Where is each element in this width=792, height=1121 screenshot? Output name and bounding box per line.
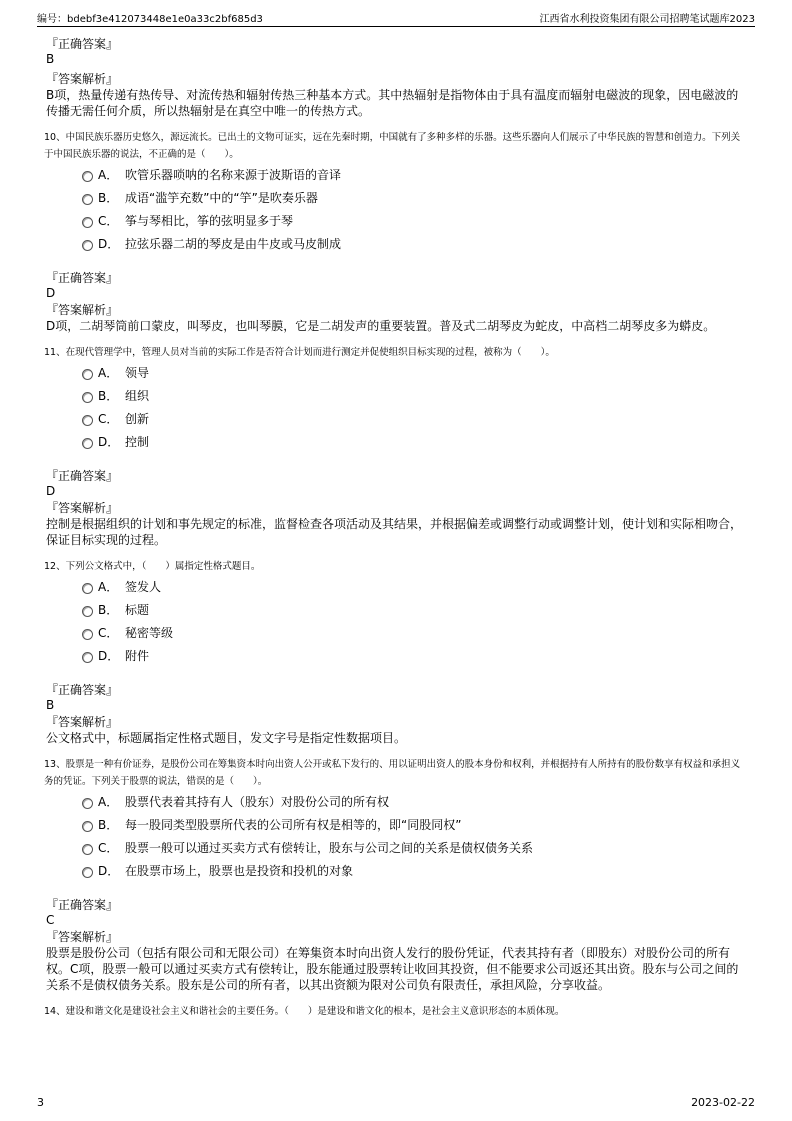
explanation-label: 『答案解析』 — [46, 715, 119, 729]
option-d[interactable] — [82, 648, 746, 671]
answer-value: B — [46, 52, 55, 66]
option-letter: B． — [98, 191, 119, 205]
explanation-label: 『答案解析』 — [46, 930, 119, 944]
option-letter: C． — [98, 214, 119, 228]
header-divider — [37, 26, 755, 27]
question-text: 10、中国民族乐器历史悠久，源远流长。已出土的文物可证实，远在先秦时期，中国就有了多种多样的乐器。这些乐器向人们展示了中华民族的智慧和创造力。下列关于中国民族乐器的说法，不正确的是（ ）。 — [44, 132, 741, 160]
question-text: 13、股票是一种有价证券，是股份公司在筹集资本时向出资人公开或私下发行的、用以证明出资人的股本身份和权利，并根据持有人所持有的股份数享有权益和承担义务的凭证。下列关于股票的说法，错误的是（ ）。 — [44, 759, 741, 787]
question-block — [46, 129, 746, 334]
answer-label: 『正确答案』 — [46, 469, 119, 483]
answer-label: 『正确答案』 — [46, 683, 119, 697]
option-list — [82, 579, 746, 671]
option-list — [82, 365, 746, 457]
option-c[interactable] — [82, 840, 746, 863]
option-d[interactable] — [82, 863, 746, 886]
option-letter: A． — [98, 366, 119, 380]
option-letter: C． — [98, 841, 119, 855]
footer-date: 2023-02-22 — [691, 1096, 755, 1109]
explanation-text: 公文格式中，标题属指定性格式题目，发文字号是指定性数据项目。 — [46, 731, 407, 745]
option-text: 股票代表着其持有人（股东）对股份公司的所有权 — [125, 795, 390, 809]
question-text: 11、在现代管理学中，管理人员对当前的实际工作是否符合计划而进行测定并促使组织目标实现的过程，被称为（ ）。 — [44, 347, 555, 358]
option-text: 附件 — [125, 649, 150, 663]
option-b[interactable] — [82, 602, 746, 625]
option-text: 签发人 — [125, 580, 162, 594]
page-number: 3 — [37, 1096, 44, 1109]
radio-icon[interactable] — [82, 415, 93, 426]
radio-icon[interactable] — [82, 606, 93, 617]
radio-icon[interactable] — [82, 844, 93, 855]
option-letter: D． — [98, 864, 120, 878]
option-letter: D． — [98, 649, 120, 663]
option-c[interactable] — [82, 213, 746, 236]
answer-block — [46, 37, 746, 119]
option-a[interactable] — [82, 365, 746, 388]
answer-label: 『正确答案』 — [46, 271, 119, 285]
radio-icon[interactable] — [82, 583, 93, 594]
option-letter: C． — [98, 626, 119, 640]
option-text: 创新 — [125, 412, 150, 426]
question-text: 12、下列公文格式中，（ ）属指定性格式题目。 — [44, 561, 261, 572]
option-b[interactable] — [82, 190, 746, 213]
radio-icon[interactable] — [82, 798, 93, 809]
option-a[interactable] — [82, 794, 746, 817]
radio-icon[interactable] — [82, 240, 93, 251]
option-b[interactable] — [82, 388, 746, 411]
option-list — [82, 794, 746, 886]
option-list — [82, 167, 746, 259]
radio-icon[interactable] — [82, 867, 93, 878]
radio-icon[interactable] — [82, 217, 93, 228]
radio-icon[interactable] — [82, 171, 93, 182]
radio-icon[interactable] — [82, 369, 93, 380]
question-block — [46, 344, 746, 548]
option-letter: C． — [98, 412, 119, 426]
option-letter: D． — [98, 435, 120, 449]
option-d[interactable] — [82, 236, 746, 259]
explanation-text: 股票是股份公司（包括有限公司和无限公司）在筹集资本时向出资人发行的股份凭证，代表其持有者（即股东）对股份公司的所有权。C项，股票一般可以通过买卖方式有偿转让，股东能通过股票转让收回其投资，但不能要求公司返还其出资。股东与公司之间的关系不是债权债务关系。股东是公司的所有者，以其出资额为限对公司负有限责任，承担风险，分享收益。 — [46, 946, 739, 992]
question-block — [46, 1003, 746, 1020]
option-text: 秘密等级 — [125, 626, 174, 640]
explanation-label: 『答案解析』 — [46, 72, 119, 86]
option-text: 领导 — [125, 366, 150, 380]
explanation-label: 『答案解析』 — [46, 501, 119, 515]
option-letter: B． — [98, 389, 119, 403]
option-c[interactable] — [82, 625, 746, 648]
option-c[interactable] — [82, 411, 746, 434]
document-title: 江西省水利投资集团有限公司招聘笔试题库2023 — [539, 14, 755, 25]
answer-label: 『正确答案』 — [46, 898, 119, 912]
answer-value: D — [46, 286, 56, 300]
answer-label: 『正确答案』 — [46, 37, 119, 51]
radio-icon[interactable] — [82, 194, 93, 205]
page-header — [37, 10, 755, 26]
option-text: 成语“滥竽充数”中的“竽”是吹奏乐器 — [125, 191, 318, 205]
document-id: 编号：bdebf3e412073448e1e0a33c2bf685d3 — [37, 14, 263, 25]
option-text: 筝与琴相比，筝的弦明显多于琴 — [125, 214, 294, 228]
option-a[interactable] — [82, 579, 746, 602]
radio-icon[interactable] — [82, 629, 93, 640]
option-b[interactable] — [82, 817, 746, 840]
explanation-text: D项，二胡琴筒前口蒙皮，叫琴皮，也叫琴膜，它是二胡发声的重要装置。普及式二胡琴皮为蛇皮，中高档二胡琴皮多为蟒皮。 — [46, 319, 716, 333]
question-block — [46, 558, 746, 746]
radio-icon[interactable] — [82, 438, 93, 449]
question-block — [46, 756, 746, 993]
option-text: 股票一般可以通过买卖方式有偿转让，股东与公司之间的关系是债权债务关系 — [125, 841, 534, 855]
option-letter: A． — [98, 580, 119, 594]
option-letter: D． — [98, 237, 120, 251]
answer-value: C — [46, 913, 55, 927]
radio-icon[interactable] — [82, 652, 93, 663]
page-content — [46, 37, 746, 1020]
option-a[interactable] — [82, 167, 746, 190]
option-text: 吹管乐器唢呐的名称来源于波斯语的音译 — [125, 168, 342, 182]
option-text: 控制 — [125, 435, 150, 449]
option-letter: B． — [98, 603, 119, 617]
explanation-text: B项，热量传递有热传导、对流传热和辐射传热三种基本方式。其中热辐射是指物体由于具有温度而辐射电磁波的现象，因电磁波的传播无需任何介质，所以热辐射是在真空中唯一的传热方式。 — [46, 88, 739, 118]
option-letter: A． — [98, 168, 119, 182]
option-text: 组织 — [125, 389, 150, 403]
option-text: 拉弦乐器二胡的琴皮是由牛皮或马皮制成 — [125, 237, 342, 251]
option-text: 在股票市场上，股票也是投资和投机的对象 — [125, 864, 354, 878]
radio-icon[interactable] — [82, 392, 93, 403]
explanation-label: 『答案解析』 — [46, 303, 119, 317]
option-letter: B． — [98, 818, 119, 832]
explanation-text: 控制是根据组织的计划和事先规定的标准，监督检查各项活动及其结果，并根据偏差或调整行动或调整计划，使计划和实际相吻合，保证目标实现的过程。 — [46, 517, 743, 547]
option-text: 标题 — [125, 603, 150, 617]
option-letter: A． — [98, 795, 119, 809]
answer-value: B — [46, 698, 55, 712]
option-d[interactable] — [82, 434, 746, 457]
answer-value: D — [46, 484, 56, 498]
radio-icon[interactable] — [82, 821, 93, 832]
option-text: 每一股同类型股票所代表的公司所有权是相等的，即“同股同权” — [125, 818, 462, 832]
question-text: 14、建设和谐文化是建设社会主义和谐社会的主要任务。（ ）是建设和谐文化的根本，是社会主义意识形态的本质体现。 — [44, 1006, 565, 1017]
